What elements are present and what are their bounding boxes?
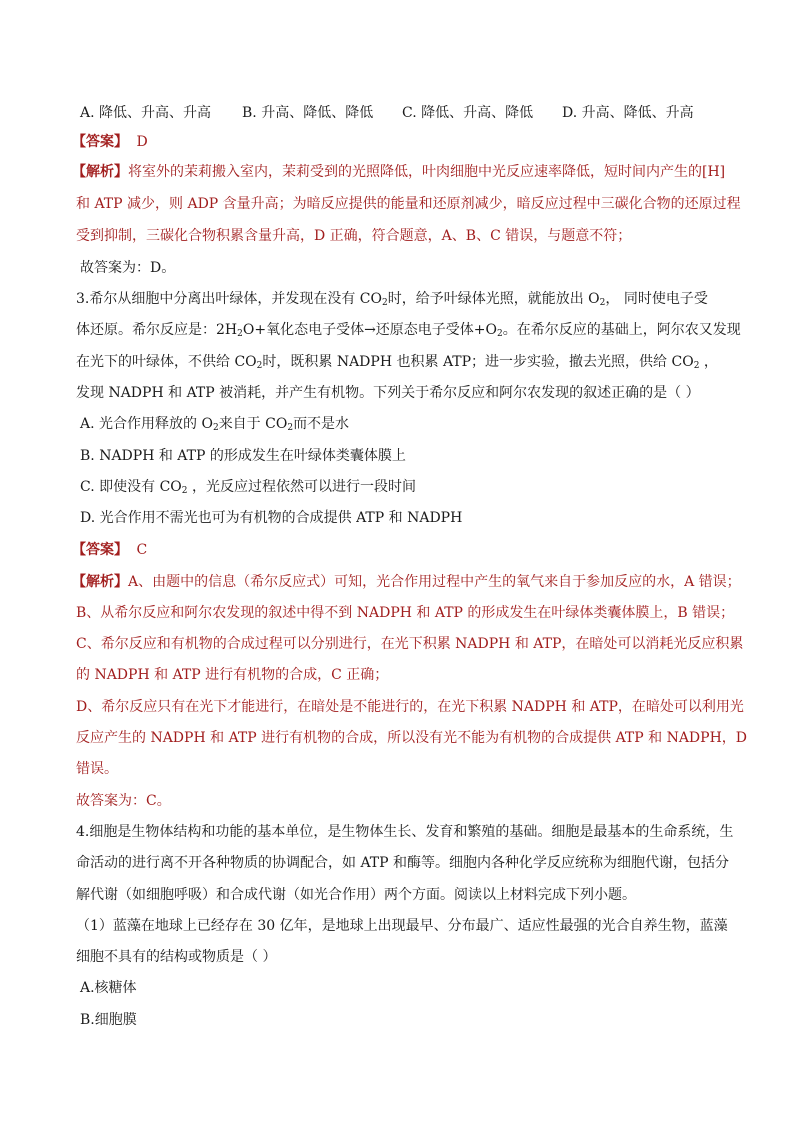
text: 在光下的叶绿体，不供给 CO bbox=[76, 354, 257, 370]
q3-option-a bbox=[80, 414, 730, 438]
subscript: 2 bbox=[599, 298, 606, 308]
q3-conclusion: 故答案为：C。 bbox=[76, 793, 171, 809]
text: ， bbox=[699, 354, 718, 370]
q3-option-b: B. NADPH 和 ATP 的形成发生在叶绿体类囊体膜上 bbox=[80, 448, 406, 464]
analysis-tag: 【解析】 bbox=[72, 574, 128, 590]
text: ， 同时使电子受 bbox=[605, 291, 708, 307]
q3-option-c bbox=[80, 477, 730, 501]
q2-conclusion: 故答案为：D。 bbox=[80, 260, 176, 276]
subscript: 2 bbox=[237, 329, 243, 339]
q2-analysis-line bbox=[72, 162, 726, 182]
text: 来自于 CO bbox=[218, 416, 288, 432]
q2-option-a: A. 降低、升高、升高 bbox=[80, 105, 212, 121]
subscript: 2 bbox=[693, 361, 700, 371]
q3-stem-line: 发现 NADPH 和 ATP 被消耗，并产生有机物。下列关于希尔反应和阿尔农发现的叙述正确的是（ ） bbox=[76, 385, 700, 401]
q4-stem-line: 命活动的进行离不开各种物质的协调配合，如 ATP 和酶等。细胞内各种化学反应统称为细胞代谢，包括分 bbox=[76, 855, 730, 871]
q2-analysis-line: 受到抑制，三碳化合物积累含量升高，D 正确，符合题意，A、B、C 错误，与题意不符； bbox=[76, 228, 632, 244]
q3-stem-line bbox=[76, 320, 741, 344]
text: 时，给予叶绿体光照，就能放出 O bbox=[387, 291, 600, 307]
subscript: 2 bbox=[181, 486, 188, 496]
q4-sub1-line: （1）蓝藻在地球上已经存在 30 亿年，是地球上出现最早、分布最广、适应性最强的光合自养生物，蓝藻 bbox=[76, 918, 728, 934]
q4-stem-line: 解代谢（如细胞呼吸）和合成代谢（如光合作用）两个方面。阅读以上材料完成下列小题。 bbox=[76, 887, 636, 903]
q2-option-d: D. 升高、降低、升高 bbox=[562, 105, 694, 121]
text: ，光反应过程依然可以进行一段时间 bbox=[187, 479, 416, 495]
subscript: 2 bbox=[287, 423, 294, 433]
text: 。在希尔反应的基础上，阿尔农又发现 bbox=[502, 322, 741, 338]
text: 时，既积累 NADPH 也积累 ATP；进一步实验，撤去光照，供给 CO bbox=[262, 354, 694, 370]
subscript: 2 bbox=[382, 298, 388, 308]
q3-analysis-line: 反应产生的 NADPH 和 ATP 进行有机物的合成，所以没有光不能为有机物的合成提供 ATP 和 NADPH，D bbox=[76, 730, 748, 746]
q4-option-a: A.核糖体 bbox=[80, 980, 137, 996]
q3-stem-line bbox=[76, 289, 726, 313]
q2-option-b: B. 升高、降低、降低 bbox=[242, 105, 374, 121]
q4-option-b: B.细胞膜 bbox=[80, 1012, 137, 1028]
answer-value: C bbox=[136, 542, 148, 558]
text: A. 光合作用释放的 O bbox=[80, 416, 213, 432]
q3-analysis-line: C、希尔反应和有机物的合成过程可以分别进行，在光下积累 NADPH 和 ATP，在暗处可以消耗光反应积累 bbox=[76, 636, 744, 652]
answer-value: D bbox=[136, 134, 148, 150]
text: C. 即使没有 CO bbox=[80, 479, 182, 495]
q3-analysis-line bbox=[72, 572, 741, 592]
analysis-text: 将室外的茉莉搬入室内，茉莉受到的光照降低，叶肉细胞中光反应速率降低，短时间内产生的[H] bbox=[128, 164, 726, 180]
q2-answer bbox=[72, 132, 722, 152]
q3-analysis-line: 的 NADPH 和 ATP 进行有机物的合成，C 正确； bbox=[76, 667, 389, 683]
q3-answer bbox=[72, 540, 722, 560]
q4-sub1-line: 细胞不具有的结构或物质是（ ） bbox=[76, 949, 277, 965]
subscript: 2 bbox=[256, 361, 263, 371]
q3-analysis-line: D、希尔反应只有在光下才能进行，在暗处是不能进行的，在光下积累 NADPH 和 ATP，在暗处可以利用光 bbox=[76, 699, 744, 715]
subscript: 2 bbox=[497, 329, 503, 339]
answer-tag: 【答案】 bbox=[72, 134, 128, 150]
text: 而不是水 bbox=[293, 416, 350, 432]
q3-analysis-line: 错误。 bbox=[76, 761, 118, 777]
q3-analysis-line: B、从希尔反应和阿尔农发现的叙述中得不到 NADPH 和 ATP 的形成发生在叶绿体类囊体膜上，B 错误； bbox=[76, 605, 735, 621]
q4-stem-line: 4.细胞是生物体结构和功能的基本单位，是生物体生长、发育和繁殖的基础。细胞是最基本的生命系统，生 bbox=[76, 824, 734, 840]
q3-option-d: D. 光合作用不需光也可为有机物的合成提供 ATP 和 NADPH bbox=[80, 510, 463, 526]
text: 3.希尔从细胞中分离出叶绿体，并发现在没有 CO bbox=[76, 291, 382, 307]
q3-stem-line bbox=[76, 352, 726, 376]
q2-option-c: C. 降低、升高、降低 bbox=[402, 105, 534, 121]
analysis-tag: 【解析】 bbox=[72, 164, 128, 180]
subscript: 2 bbox=[212, 423, 219, 433]
q2-analysis-line: 和 ATP 减少，则 ADP 含量升高；为暗反应提供的能量和还原剂减少，暗反应过程中三碳化合物的还原过程 bbox=[76, 196, 741, 212]
text: O+氧化态电子受体→还原态电子受体+O bbox=[242, 322, 498, 338]
analysis-text: A、由题中的信息（希尔反应式）可知，光合作用过程中产生的氧气来自于参加反应的水，A 错误； bbox=[128, 574, 741, 590]
text: 体还原。希尔反应是：2H bbox=[76, 322, 238, 338]
answer-tag: 【答案】 bbox=[72, 542, 128, 558]
